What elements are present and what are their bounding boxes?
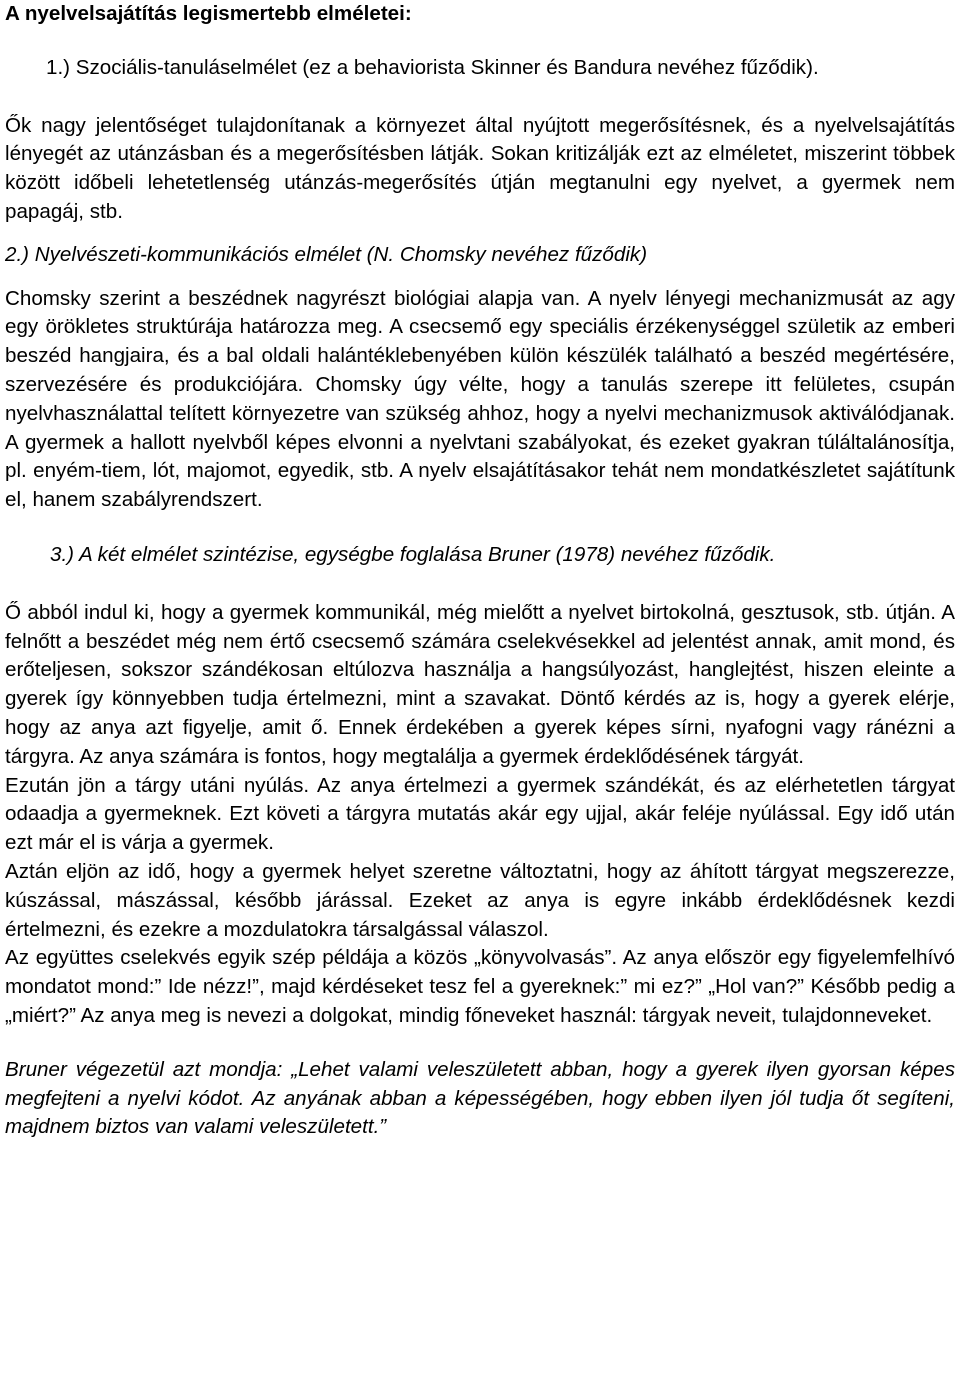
- section-2-body: Chomsky szerint a beszédnek nagyrészt biológiai alapja van. A nyelv lényegi mechanizmusát az agy egy örökletes struktúrája határozza meg. A csecsemő egy speciális érzékenységgel születik az emberi beszéd hangjaira, és a bal oldali halántéklebenyében külön készülék található a beszéd megértésére, szervezésére és produkciójára. Chomsky úgy vélte, hogy a tanulás szerepe itt felületes, csupán nyelvhasználattal telített környezetre van szükség ahhoz, hogy a nyelvi mechanizmusok aktiválódjanak. A gyermek a hallott nyelvből képes elvonni a nyelvtani szabályokat, és ezeket gyakran túláltalánosítja, pl. enyém-tiem, lót, majomot, egyedik, stb. A nyelv elsajátításakor tehát nem mondatkészletet sajátítunk el, hanem szabályrendszert.: [5, 286, 955, 512]
- section-2-title: 2.) Nyelvészeti-kommunikációs elmélet (N. Chomsky nevéhez fűződik): [5, 242, 648, 266]
- section-3-paragraph-4: Az együttes cselekvés egyik szép példája a közös „könyvolvasás”. Az anya először egy figyelemfelhívó mondatot mond:” Ide nézz!”, majd kérdéseket tesz fel a gyereknek:” mi ez?” „Hol van?” Később pedig a „miért?” Az anya meg is nevezi a dolgokat, mindig főneveket használ: tárgyak neveit, tulajdonneveket.: [5, 946, 955, 1027]
- closing-quote: Bruner végezetül azt mondja: „Lehet valami veleszületett abban, hogy a gyerek ilyen gyorsan képes megfejteni a nyelvi kódot. Az anyának abban a képességében, hogy ebben ilyen jól tudja őt segíteni, majdnem biztos van valami veleszületett.”: [5, 1057, 955, 1139]
- section-1-body: Ők nagy jelentőséget tulajdonítanak a környezet által nyújtott megerősítésnek, és a nyelvelsajátítás lényegét az utánzásban és a megerősítésben látják. Sokan kritizálják ezt az elméletet, miszerint többek között időbeli lehetetlenség utánzás-megerősítés útján megtanulni egy nyelvet, a gyermek nem papagáj, stb.: [5, 113, 955, 223]
- section-3-paragraph-3: Aztán eljön az idő, hogy a gyermek helyet szeretne változtatni, hogy az áhított tárgyat megszerezze, kúszással, mászással, később járással. Ezeket az anya is egyre inkább érdeklődésnek kezdi értelmezni, és ezekre a mozdulatokra társalgással válaszol.: [5, 859, 955, 941]
- section-3-paragraph-1: Ő abból indul ki, hogy a gyermek kommunikál, még mielőtt a nyelvet birtokolná, gesztusok, stb. útján. A felnőtt a beszédet még nem értő csecsemő számára cselekvésekkel ad jelentést annak, amit mond, és erőteljesen, sokszor szándékosan eltúlozva használja a hangsúlyozást, hanglejtést, hiszen eleinte a gyerek így könnyebben tudja értelmezni, mint a szavakat. Döntő kérdés az is, hogy a gyerek elérje, hogy az anya azt figyelje, amit ő. Ennek érdekében a gyerek képes sírni, nyafogni vagy ránézni a tárgyra. Az anya számára is fontos, hogy megtalálja a gyermek érdeklődésének tárgyát.: [5, 600, 955, 768]
- section-3-title: 3.) A két elmélet szintézise, egységbe foglalása Bruner (1978) nevéhez fűződik.: [50, 542, 776, 566]
- document-heading: A nyelvelsajátítás legismertebb elméletei:: [5, 2, 412, 25]
- section-1-title: 1.) Szociális-tanuláselmélet (ez a behaviorista Skinner és Bandura nevéhez fűződik).: [46, 55, 819, 79]
- section-3-paragraph-2: Ezután jön a tárgy utáni nyúlás. Az anya értelmezi a gyermek szándékát, és az elérhetetlen tárgyat odaadja a gyermeknek. Ezt követi a tárgyra mutatás akár egy ujjal, akár feléje nyúlással. Egy idő után ezt már el is várja a gyermek.: [5, 773, 955, 855]
